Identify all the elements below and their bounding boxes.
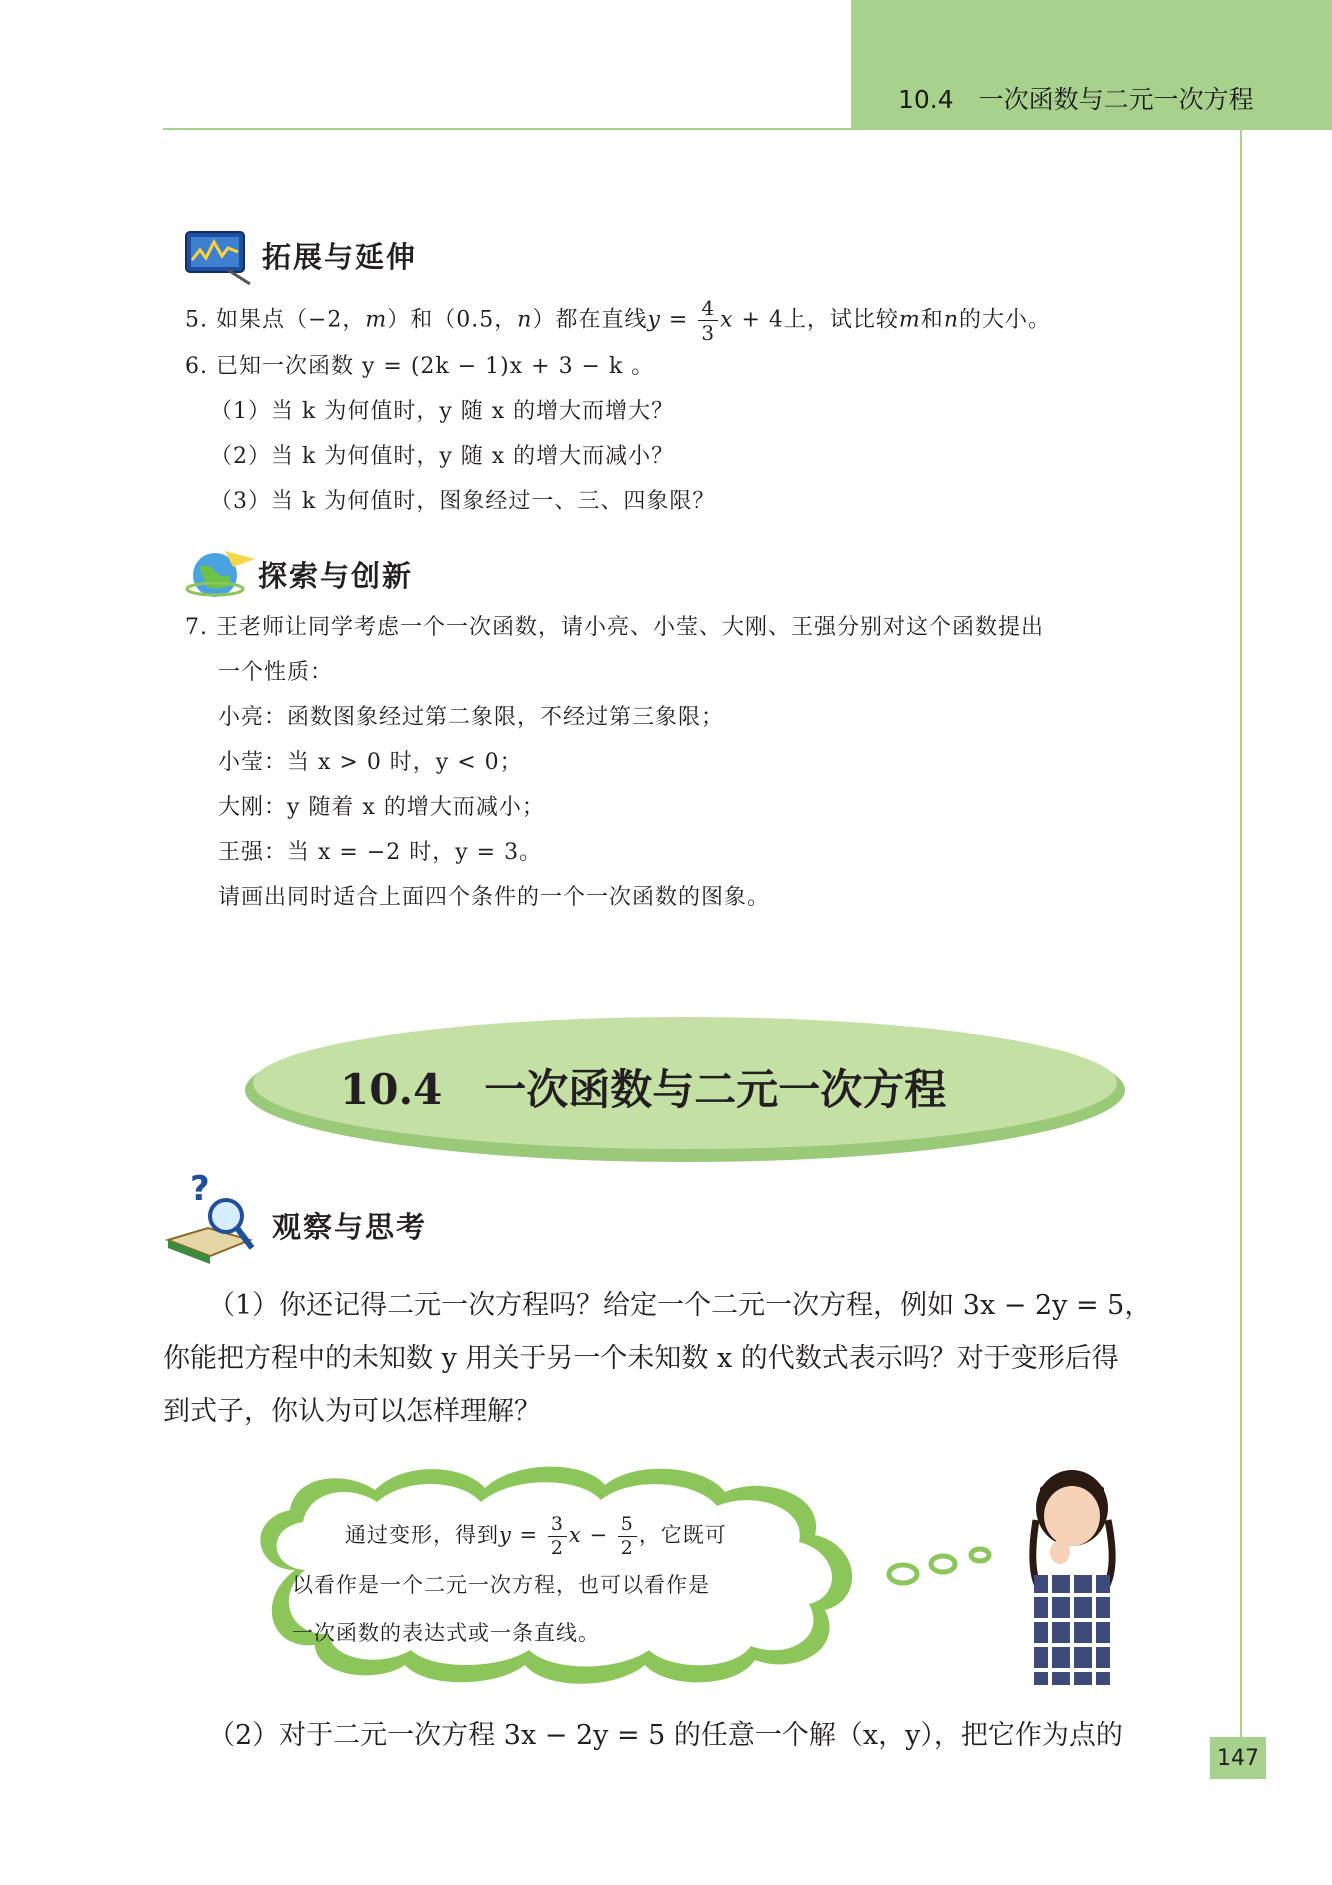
section-extend-title: 拓展与延伸 — [262, 240, 418, 274]
question-1-line-1: （1）你还记得二元一次方程吗？给定一个二元一次方程，例如 3x − 2y = 5， — [208, 1290, 1152, 1321]
problem-7-line-7: 请画出同时适合上面四个条件的一个一次函数的图象。 — [218, 885, 771, 910]
problem-6-2: （2）当 k 为何值时，y 随 x 的增大而减小？ — [210, 444, 675, 469]
question-1-line-3: 到式子，你认为可以怎样理解？ — [163, 1396, 541, 1427]
globe-plane-icon — [185, 545, 257, 601]
section-observe-title: 观察与思考 — [272, 1210, 428, 1244]
margin-rule — [1240, 128, 1242, 1758]
problem-7-line-4: 小莹：当 x > 0 时，y < 0； — [218, 750, 523, 775]
thought-bubbles — [885, 1540, 1010, 1595]
cloud-line-3: 一次函数的表达式或一条直线。 — [292, 1621, 600, 1645]
section-banner-title: 10.4 一次函数与二元一次方程 — [340, 1065, 947, 1114]
header-rule — [163, 128, 1240, 130]
problem-7-line-5: 大刚：y 随着 x 的增大而减小； — [218, 795, 545, 820]
problem-7-line-1: 7. 王老师让同学考虑一个一次函数，请小亮、小莹、大刚、王强分别对这个函数提出 — [185, 615, 1044, 640]
cloud-line-2: 以看作是一个二元一次方程，也可以看作是 — [292, 1573, 710, 1597]
running-header: 10.4 一次函数与二元一次方程 — [898, 85, 1254, 114]
cloud-line-1: 通过变形，得到y = $\frac{3}{2}$ x − $\frac{5}{2}$ ，它既可 — [345, 1513, 727, 1559]
chart-monitor-icon — [180, 228, 258, 286]
question-1-line-2: 你能把方程中的未知数 y 用关于另一个未知数 x 的代数式表示吗？对于变形后得 — [163, 1343, 1119, 1374]
svg-text:?: ? — [190, 1170, 210, 1209]
problem-7-line-2: 一个性质： — [218, 660, 334, 685]
problem-6-3: （3）当 k 为何值时，图象经过一、三、四象限？ — [210, 489, 716, 514]
problem-7-line-3: 小亮：函数图象经过第二象限，不经过第三象限； — [218, 705, 725, 730]
page-number: 147 — [1210, 1737, 1266, 1779]
book-magnifier-icon — [160, 1170, 260, 1270]
section-explore-title: 探索与创新 — [258, 559, 414, 593]
problem-6: 6. 已知一次函数 y = (2k − 1)x + 3 − k 。 — [185, 354, 655, 379]
girl-illustration — [1000, 1460, 1140, 1690]
question-2: （2）对于二元一次方程 3x − 2y = 5 的任意一个解（x，y），把它作为点的 — [208, 1720, 1123, 1751]
problem-7-line-6: 王强：当 x = −2 时，y = 3。 — [218, 840, 543, 865]
problem-6-1: （1）当 k 为何值时，y 随 x 的增大而增大？ — [210, 399, 675, 424]
problem-5: 5. 如果点（−2，m）和（0.5，n）都在直线y = $\frac{4}{3}$ x + 4上，试比较m和n的大小。 — [185, 296, 1051, 345]
